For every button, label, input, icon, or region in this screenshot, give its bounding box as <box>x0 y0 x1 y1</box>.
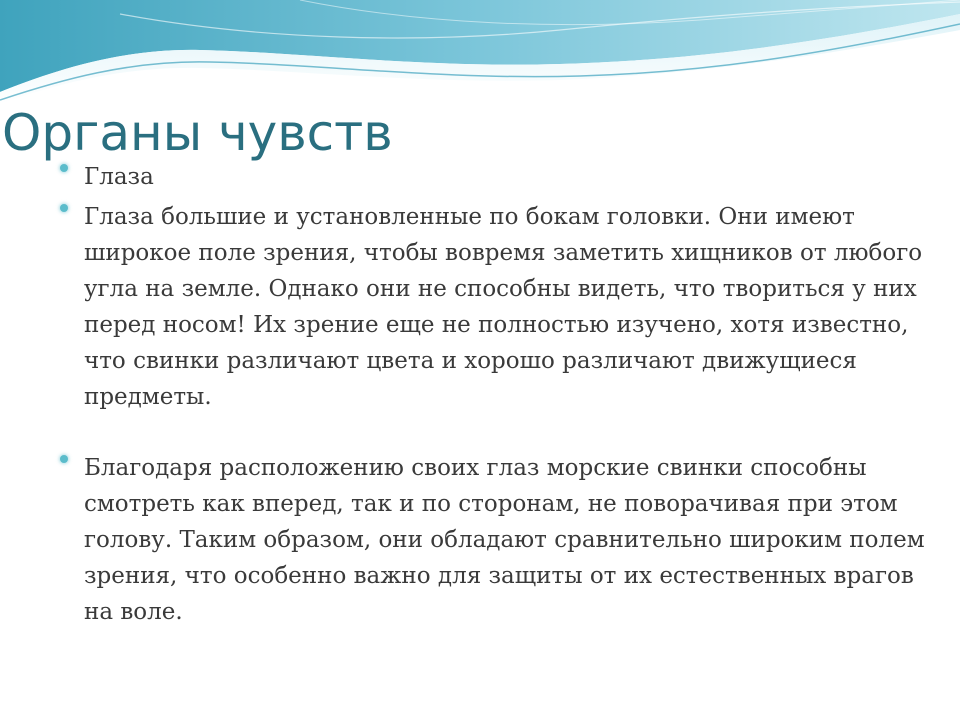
bullet-text: Глаза <box>84 164 154 190</box>
bullet-text: Глаза большие и установленные по бокам головки. Они имеют широкое поле зрения, чтобы вовремя заметить хищников от любого угла на земле. Однако они не способны видеть, что твориться у них перед носом! Их зрение еще не полностью изучено, хотя известно, что свинки различают цвета и хорошо различают движущиеся предметы. <box>84 204 923 410</box>
bullet-text: Благодаря расположению своих глаз морские свинки способны смотреть как вперед, так и по сторонам, не поворачивая при этом голову. Таким образом, они обладают сравнительно широким полем зрения, что особенно важно для защиты от их естественных врагов на воле. <box>84 455 925 625</box>
bullet-item-eyes-description <box>60 199 930 415</box>
slide-title: Органы чувств <box>2 104 393 162</box>
bullet-item-field-of-view <box>60 450 930 630</box>
bullet-dot-icon <box>60 455 68 463</box>
bullet-item-eyes <box>60 159 930 195</box>
bullet-list <box>60 159 930 630</box>
bullet-dot-icon <box>60 204 68 212</box>
bullet-dot-icon <box>60 164 68 172</box>
